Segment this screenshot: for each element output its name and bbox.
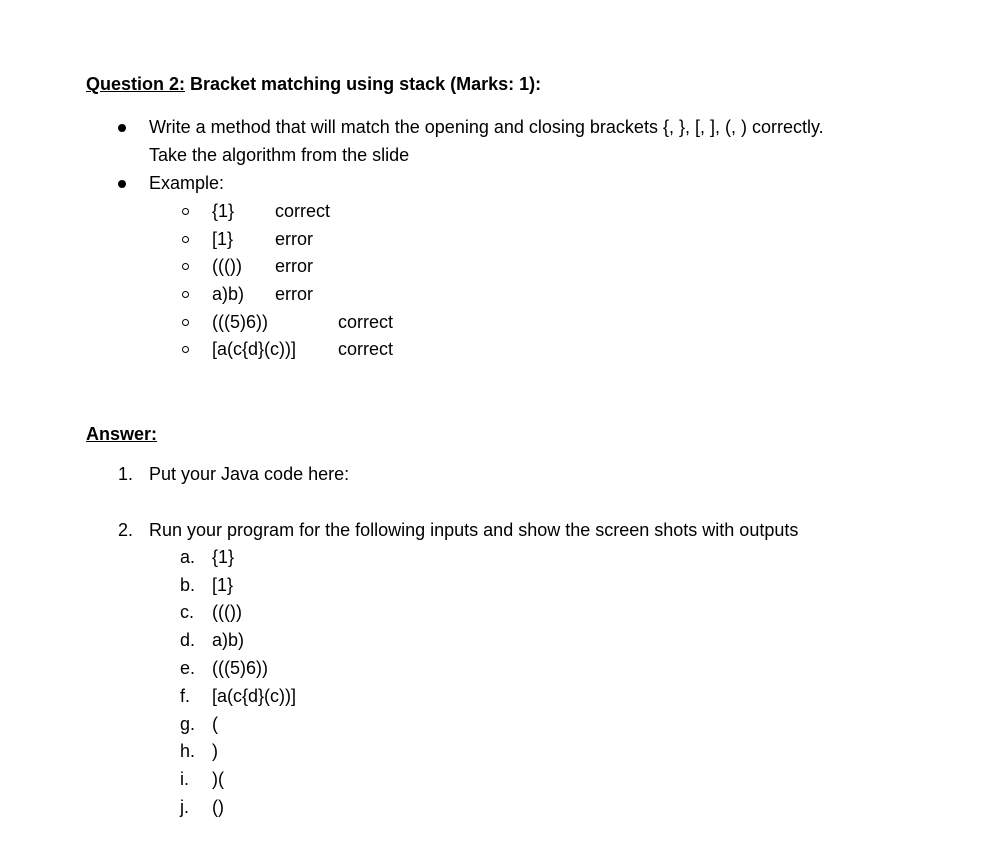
example-result: error xyxy=(275,284,314,304)
example-input: ((()) xyxy=(212,256,242,276)
item-letter: c. xyxy=(180,602,195,622)
question-heading xyxy=(86,72,541,96)
circle-bullet-icon xyxy=(182,263,189,270)
input-text: {1} xyxy=(212,547,235,567)
bullet-icon xyxy=(118,180,126,188)
circle-bullet-icon xyxy=(182,291,189,298)
answer-label: Answer: xyxy=(86,424,158,444)
example-input: [1} xyxy=(212,229,234,249)
bullet-continuation: Take the algorithm from the slide xyxy=(149,145,410,165)
circle-bullet-icon xyxy=(182,236,189,243)
input-text: () xyxy=(212,797,224,817)
circle-bullet-icon xyxy=(182,346,189,353)
input-text: [a(c{d}(c))] xyxy=(212,686,297,706)
example-input: (((5)6)) xyxy=(212,312,268,332)
item-number: 1. xyxy=(118,464,134,484)
item-text: Put your Java code here: xyxy=(149,464,350,484)
item-letter: j. xyxy=(180,797,189,817)
input-text: (((5)6)) xyxy=(212,658,268,678)
input-text: ( xyxy=(212,714,218,734)
input-text: [1} xyxy=(212,575,234,595)
example-input: [a(c{d}(c))] xyxy=(212,339,297,359)
example-result: correct xyxy=(338,312,394,332)
item-letter: i. xyxy=(180,769,189,789)
circle-bullet-icon xyxy=(182,208,189,215)
question-label: Question 2: xyxy=(86,74,186,94)
item-letter: a. xyxy=(180,547,196,567)
item-letter: b. xyxy=(180,575,196,595)
example-input: a)b) xyxy=(212,284,245,304)
input-text: ((()) xyxy=(212,602,242,622)
example-result: correct xyxy=(275,201,331,221)
question-title: Bracket matching using stack (Marks: 1): xyxy=(185,74,542,94)
example-result: error xyxy=(275,256,314,276)
item-letter: g. xyxy=(180,714,196,734)
input-text: ) xyxy=(212,741,218,761)
bullet-text: Example: xyxy=(149,173,225,193)
item-letter: d. xyxy=(180,630,196,650)
input-text: a)b) xyxy=(212,630,245,650)
circle-bullet-icon xyxy=(182,319,189,326)
bullet-icon xyxy=(118,124,126,132)
item-number: 2. xyxy=(118,520,134,540)
example-input: {1} xyxy=(212,201,235,221)
example-result: error xyxy=(275,229,314,249)
item-letter: h. xyxy=(180,741,196,761)
bullet-text: Write a method that will match the opening and closing brackets {, }, [, ], (, ) correctly. xyxy=(149,117,824,137)
item-letter: e. xyxy=(180,658,196,678)
example-result: correct xyxy=(338,339,394,359)
item-text: Run your program for the following inputs and show the screen shots with outputs xyxy=(149,520,799,540)
input-text: )( xyxy=(212,769,224,789)
item-letter: f. xyxy=(180,686,191,706)
